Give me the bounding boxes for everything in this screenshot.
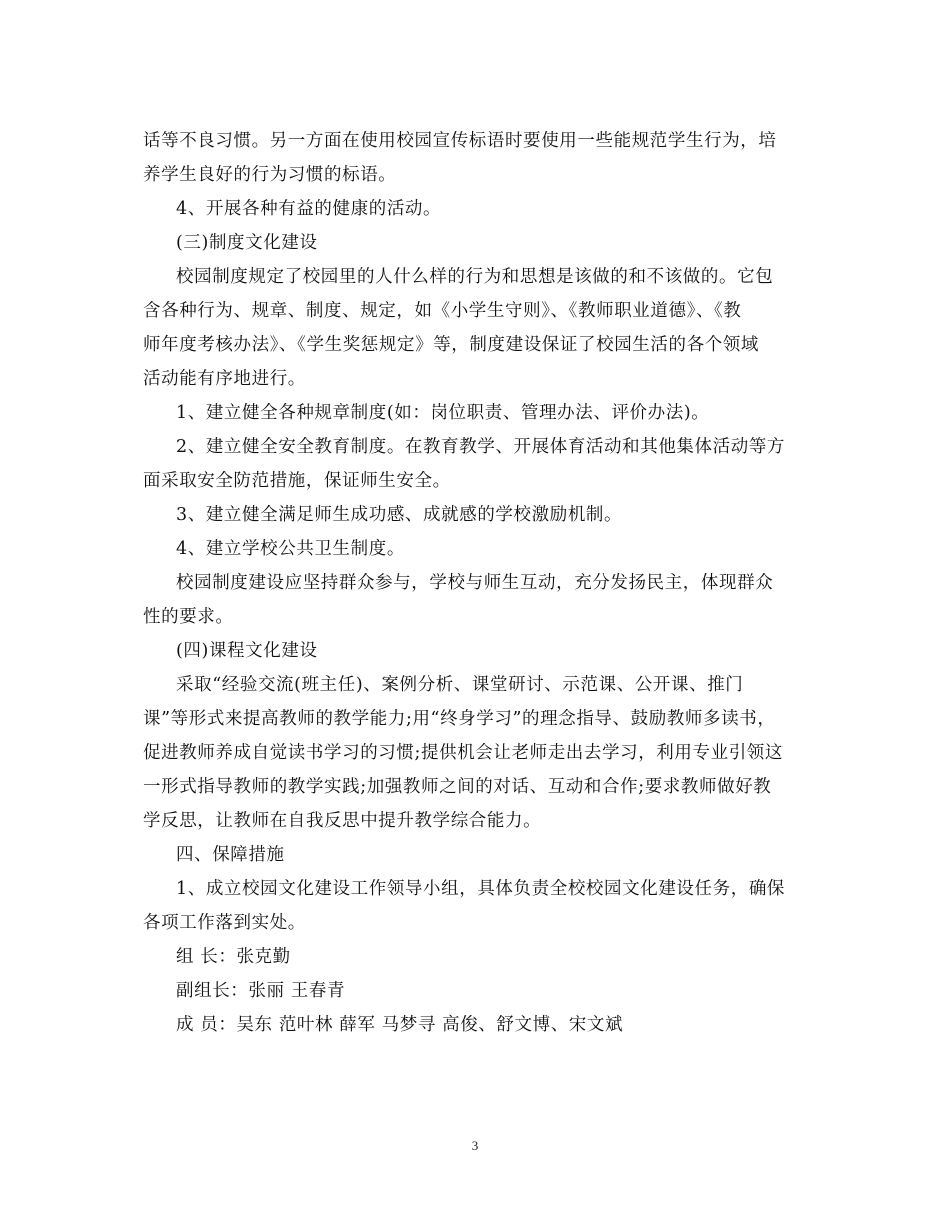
text-line: 话等不良习惯。另一方面在使用校园宣传标语时要使用一些能规范学生行为，培 bbox=[143, 131, 777, 151]
text-line: 校园制度规定了校园里的人什么样的行为和思想是该做的和不该做的。它包 bbox=[176, 267, 774, 287]
text-line: 4、建立学校公共卫生制度。 bbox=[176, 539, 405, 559]
text-line: 含各种行为、规章、制度、规定，如《小学生守则》、《教师职业道德》、《教 bbox=[143, 301, 742, 321]
text-line: 副组长：张丽 王春青 bbox=[176, 981, 346, 1001]
text-line: 1、建立健全各种规章制度(如：岗位职责、管理办法、评价办法)。 bbox=[176, 403, 710, 423]
document-body bbox=[143, 124, 808, 1042]
text-line: 师年度考核办法》、《学生奖惩规定》等，制度建设保证了校园生活的各个领域 bbox=[143, 335, 759, 355]
text-line: 1、成立校园文化建设工作领导小组，具体负责全校校园文化建设任务，确保 bbox=[176, 879, 786, 899]
text-line: 采取“经验交流(班主任)、案例分析、课堂研讨、示范课、公开课、推门 bbox=[176, 675, 744, 695]
text-line: 活动能有序地进行。 bbox=[143, 369, 306, 389]
text-line: (三)制度文化建设 bbox=[176, 233, 318, 253]
text-line: 成 员：吴东 范叶林 薛军 马梦寻 高俊、舒文博、宋文斌 bbox=[176, 1015, 624, 1035]
text-line: 4、开展各种有益的健康的活动。 bbox=[176, 199, 442, 219]
text-line: 校园制度建设应坚持群众参与，学校与师生互动，充分发扬民主，体现群众 bbox=[176, 573, 774, 593]
page-number: 3 bbox=[471, 1138, 479, 1153]
text-line: (四)课程文化建设 bbox=[176, 641, 318, 661]
text-line: 3、建立健全满足师生成功感、成就感的学校激励机制。 bbox=[176, 505, 623, 525]
text-line: 各项工作落到实处。 bbox=[143, 913, 306, 933]
text-line: 一形式指导教师的教学实践;加强教师之间的对话、互动和合作;要求教师做好教 bbox=[143, 777, 772, 797]
text-line: 性的要求。 bbox=[143, 607, 234, 627]
text-line: 2、建立健全安全教育制度。在教育教学、开展体育活动和其他集体活动等方 bbox=[176, 437, 786, 457]
text-line: 养学生良好的行为习惯的标语。 bbox=[143, 165, 397, 185]
text-line: 面采取安全防范措施，保证师生安全。 bbox=[143, 471, 451, 491]
text-line: 组 长：张克勤 bbox=[176, 947, 291, 967]
text-line: 学反思，让教师在自我反思中提升教学综合能力。 bbox=[143, 811, 542, 831]
text-line: 促进教师养成自觉读书学习的习惯;提供机会让老师走出去学习，利用专业引领这 bbox=[143, 743, 783, 763]
text-line: 四、保障措施 bbox=[176, 845, 285, 865]
text-line: 课”等形式来提高教师的教学能力;用“终身学习”的理念指导、鼓励教师多读书， bbox=[143, 709, 776, 729]
